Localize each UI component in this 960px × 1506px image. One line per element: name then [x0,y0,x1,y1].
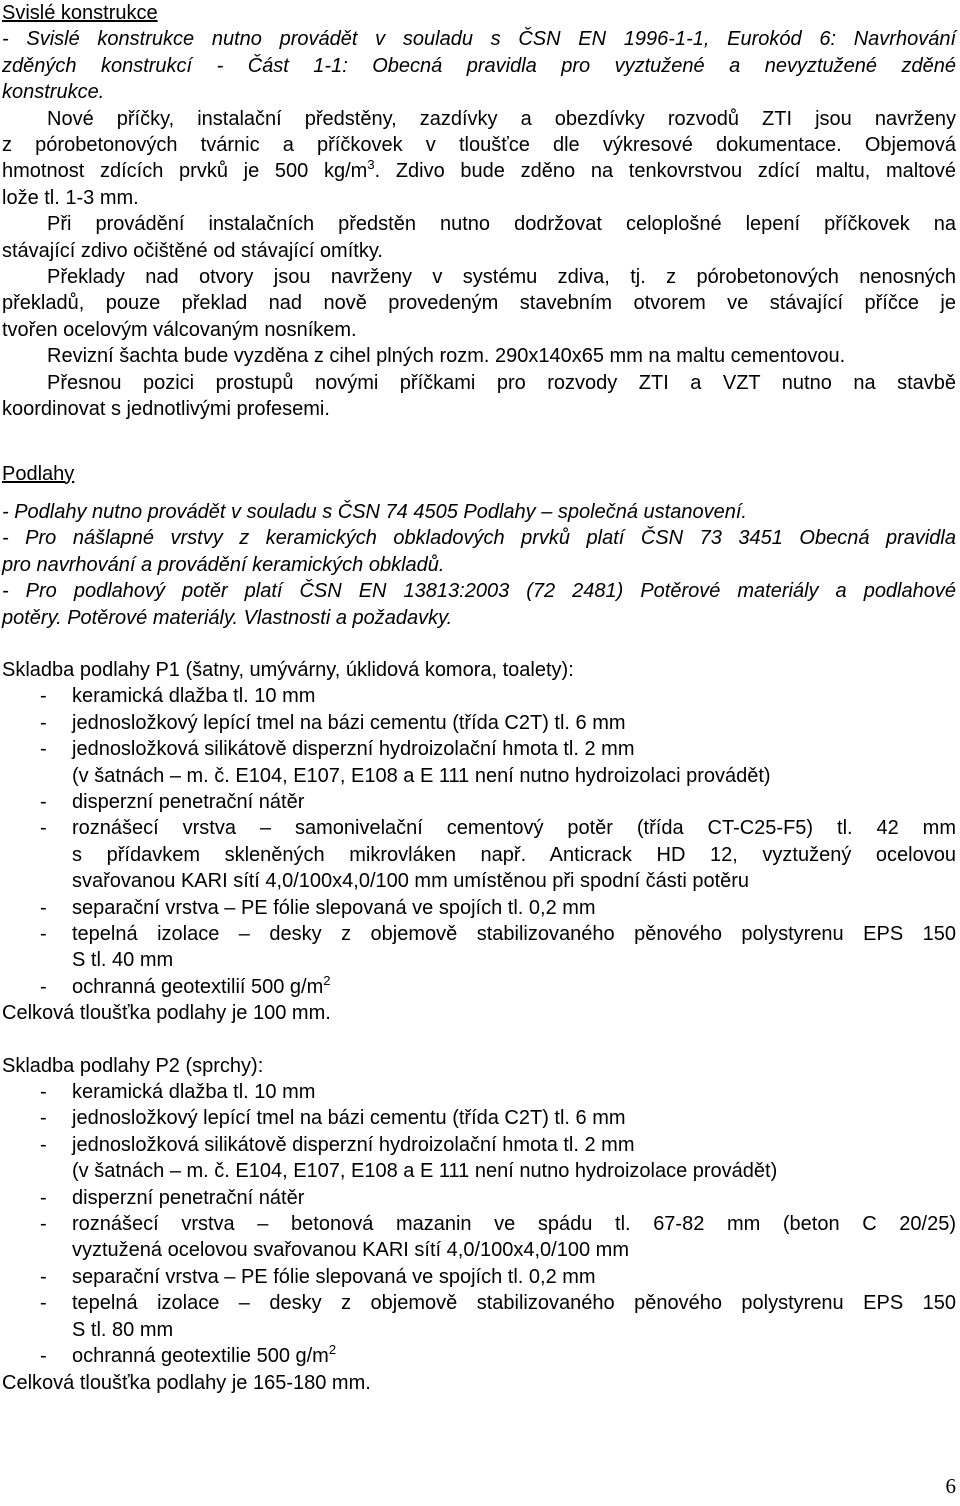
paragraph-line: hmotnost zdících prvků je 500 $kg/m^3$. Zdivo bude zděno na tenkovrstvou zdící maltu, maltové [2,157,956,183]
page-number: 6 [945,1474,956,1498]
floor-p2-total: Celková tloušťka podlahy je 165-180 mm. [2,1371,371,1394]
intro-line: - Svislé konstrukce nutno provádět v souladu s ČSN EN 1996-1-1, Eurokód 6: Navrhování [2,28,956,51]
list-item: S tl. 80 mm [72,1318,174,1341]
paragraph-line: Přesnou pozici prostupů novými příčkami pro rozvody ZTI a VZT nutno na stavbě [47,371,956,394]
list-item: vyztužená ocelovou svařovanou KARI sítí 4,0/100x4,0/100 mm [72,1239,629,1262]
paragraph-line: Při provádění instalačních předstěn nutno dodržovat celoplošné lepení příčkovek na [47,213,956,236]
paragraph-line: překladů, pouze překlad nad nově provedeným stavebním otvorem ve stávající příčce je [2,292,956,315]
list-item: - ochranná geotextilií 500 $g/m^2$ [40,972,331,998]
list-item: (v šatnách – m. č. E104, E107, E108 a E 111 není nutno hydroizolace provádět) [72,1160,778,1183]
intro-line: konstrukce. [2,81,105,104]
paragraph-line: Překlady nad otvory jsou navrženy v systému zdiva, tj. z pórobetonových nenosných [47,266,956,289]
list-item: (v šatnách – m. č. E104, E107, E108 a E 111 není nutno hydroizolaci provádět) [72,764,771,787]
norm-line: pro navrhování a provádění keramických obkladů. [2,553,445,576]
norm-line: - Podlahy nutno provádět v souladu s ČSN 74 4505 Podlahy – společná ustanovení. [2,500,747,523]
list-item: svařovanou KARI sítí 4,0/100x4,0/100 mm umístěnou při spodní části potěru [72,870,750,893]
norm-line: - Pro podlahový potěr platí ČSN EN 13813:2003 (72 2481) Potěrové materiály a podlahové [2,580,956,603]
heading-svisle-konstrukce: Svislé konstrukce [2,2,158,24]
floor-p1-layers [2,683,956,1000]
list-item: - keramická dlažba tl. 10 mm [40,1081,316,1104]
paragraph-line: tvořen ocelovým válcovaným nosníkem. [2,318,357,341]
list-item: - jednosložkový lepící tmel na bázi cementu (třída C2T) tl. 6 mm [40,1107,626,1130]
list-item: - roznášecí vrstva – samonivelační cementový potěr (třída CT-C25-F5) tl. 42 mm [40,817,956,840]
norm-line: - Pro nášlapné vrstvy z keramických obkladových prvků platí ČSN 73 3451 Obecná pravidla [2,527,956,550]
norm-line: potěry. Potěrové materiály. Vlastnosti a požadavky. [2,606,453,629]
list-item: - disperzní penetrační nátěr [40,790,305,813]
floor-p1-heading: Skladba podlahy P1 (šatny, umývárny, úklidová komora, toalety): [2,658,574,681]
list-item: - separační vrstva – PE fólie slepovaná ve spojích tl. 0,2 mm [40,1265,596,1288]
list-item: s přídavkem skleněných mikrovláken např. Anticrack HD 12, vyztužený ocelovou [72,843,956,866]
list-item: - separační vrstva – PE fólie slepovaná ve spojích tl. 0,2 mm [40,896,596,919]
list-item: - keramická dlažba tl. 10 mm [40,685,316,708]
paragraph-line: lože tl. 1-3 mm. [2,186,139,209]
list-item: - roznášecí vrstva – betonová mazanin ve spádu tl. 67-82 mm (beton C 20/25) [40,1213,956,1236]
list-item: - ochranná geotextilie 500 $g/m^2$ [40,1342,337,1368]
paragraph-line: stávající zdivo očištěné od stávající omítky. [2,239,383,262]
list-item: - jednosložková silikátově disperzní hydroizolační hmota tl. 2 mm [40,738,635,761]
list-item: - jednosložková silikátově disperzní hydroizolační hmota tl. 2 mm [40,1133,635,1156]
floor-p2-layers [2,1079,956,1369]
list-item: S tl. 40 mm [72,949,174,972]
paragraph-line: Revizní šachta bude vyzděna z cihel plných rozm. 290x140x65 mm na maltu cementovou. [47,345,846,368]
list-item: - tepelná izolace – desky z objemově stabilizovaného pěnového polystyrenu EPS 150 [40,923,956,945]
floor-p2-heading: Skladba podlahy P2 (sprchy): [2,1054,264,1077]
paragraph-line: koordinovat s jednotlivými profesemi. [2,398,330,421]
list-item: - jednosložkový lepící tmel na bázi cementu (třída C2T) tl. 6 mm [40,711,626,734]
paragraph-line: Nové příčky, instalační předstěny, zazdívky a obezdívky rozvodů ZTI jsou navrženy [47,107,956,130]
document-page [2,0,956,1396]
list-item: - tepelná izolace – desky z objemově stabilizovaného pěnového polystyrenu EPS 150 [40,1292,956,1315]
list-item: - disperzní penetrační nátěr [40,1186,305,1209]
heading-podlahy: Podlahy [2,462,75,485]
floor-p1-total: Celková tloušťka podlahy je 100 mm. [2,1002,331,1025]
intro-line: zděných konstrukcí - Část 1-1: Obecná pravidla pro vyztužené a nevyztužené zděné [2,54,956,77]
paragraph-line: z pórobetonových tvárnic a příčkovek v tloušťce dle výkresové dokumentace. Objemová [2,134,956,157]
